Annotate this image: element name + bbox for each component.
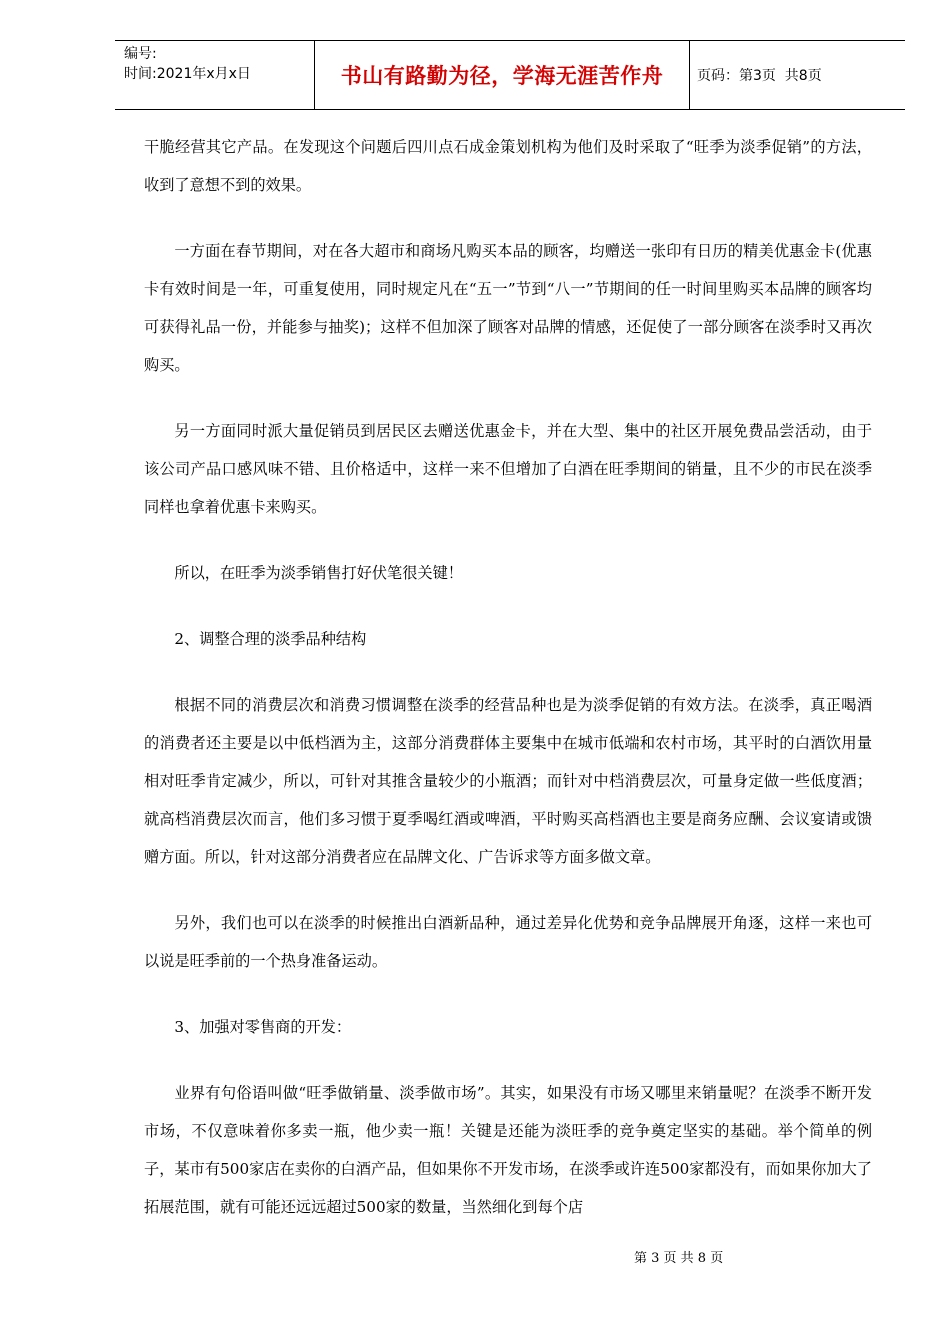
paragraph: 根据不同的消费层次和消费习惯调整在淡季的经营品种也是为淡季促销的有效方法。在淡季，真正喝酒的消费者还主要是以中低档酒为主，这部分消费群体主要集中在城市低端和农村市场，其平时的白酒饮用量相对旺季肯定减少，所以，可针对其推含量较少的小瓶酒；而针对中档消费层次，可量身定做一些低度酒；就高档消费层次而言，他们多习惯于夏季喝红酒或啤酒，平时购买高档酒也主要是商务应酬、会议宴请或馈赠方面。所以，针对这部分消费者应在品牌文化、广告诉求等方面多做文章。 [144,696,872,866]
paragraph-continued: 干脆经营其它产品。在发现这个问题后四川点石成金策划机构为他们及时采取了“旺季为淡季促销”的方法，收到了意想不到的效果。 [144,138,872,194]
paragraph: 另一方面同时派大量促销员到居民区去赠送优惠金卡，并在大型、集中的社区开展免费品尝活动，由于该公司产品口感风味不错、且价格适中，这样一来不但增加了白酒在旺季期间的销量，且不少的市民在淡季同样也拿着优惠卡来购买。 [144,422,872,516]
header-page-label: 页码：第3页 共8页 [697,68,822,84]
header-motto: 书山有路勤为径，学海无涯苦作舟 [315,41,690,109]
paragraph: 所以，在旺季为淡季销售打好伏笔很关键！ [174,564,463,582]
document-time-label: 时间:2021年x月x日 [124,66,251,82]
section-heading-3: 3、加强对零售商的开发： [174,1018,352,1036]
paragraph: 业界有句俗语叫做“旺季做销量、淡季做市场”。其实，如果没有市场又哪里来销量呢？在淡季不断开发市场，不仅意味着你多卖一瓶，他少卖一瓶！关键是还能为淡旺季的竞争奠定坚实的基础。举个简单的例子，某市有500家店在卖你的白酒产品，但如果你不开发市场，在淡季或许连500家都没有，而如果你加大了拓展范围，就有可能还远远超过500家的数量，当然细化到每个店 [144,1084,872,1216]
header-meta-cell [115,41,315,109]
section-heading-2: 2、调整合理的淡季品种结构 [174,630,367,648]
document-body [144,128,872,1254]
paragraph: 一方面在春节期间，对在各大超市和商场凡购买本品的顾客，均赠送一张印有日历的精美优惠金卡(优惠卡有效时间是一年，可重复使用，同时规定凡在“五一”节到“八一”节期间的任一时间里购买本品牌的顾客均可获得礼品一份，并能参与抽奖)；这样不但加深了顾客对品牌的情感，还促使了一部分顾客在淡季时又再次购买。 [144,242,872,374]
page-footer: 第 3 页 共 8 页 [634,1251,724,1266]
paragraph: 另外，我们也可以在淡季的时候推出白酒新品种，通过差异化优势和竞争品牌展开角逐，这样一来也可以说是旺季前的一个热身准备运动。 [144,914,872,970]
header-page-cell [690,41,905,109]
document-code-label: 编号: [124,46,157,62]
document-header [115,40,905,110]
